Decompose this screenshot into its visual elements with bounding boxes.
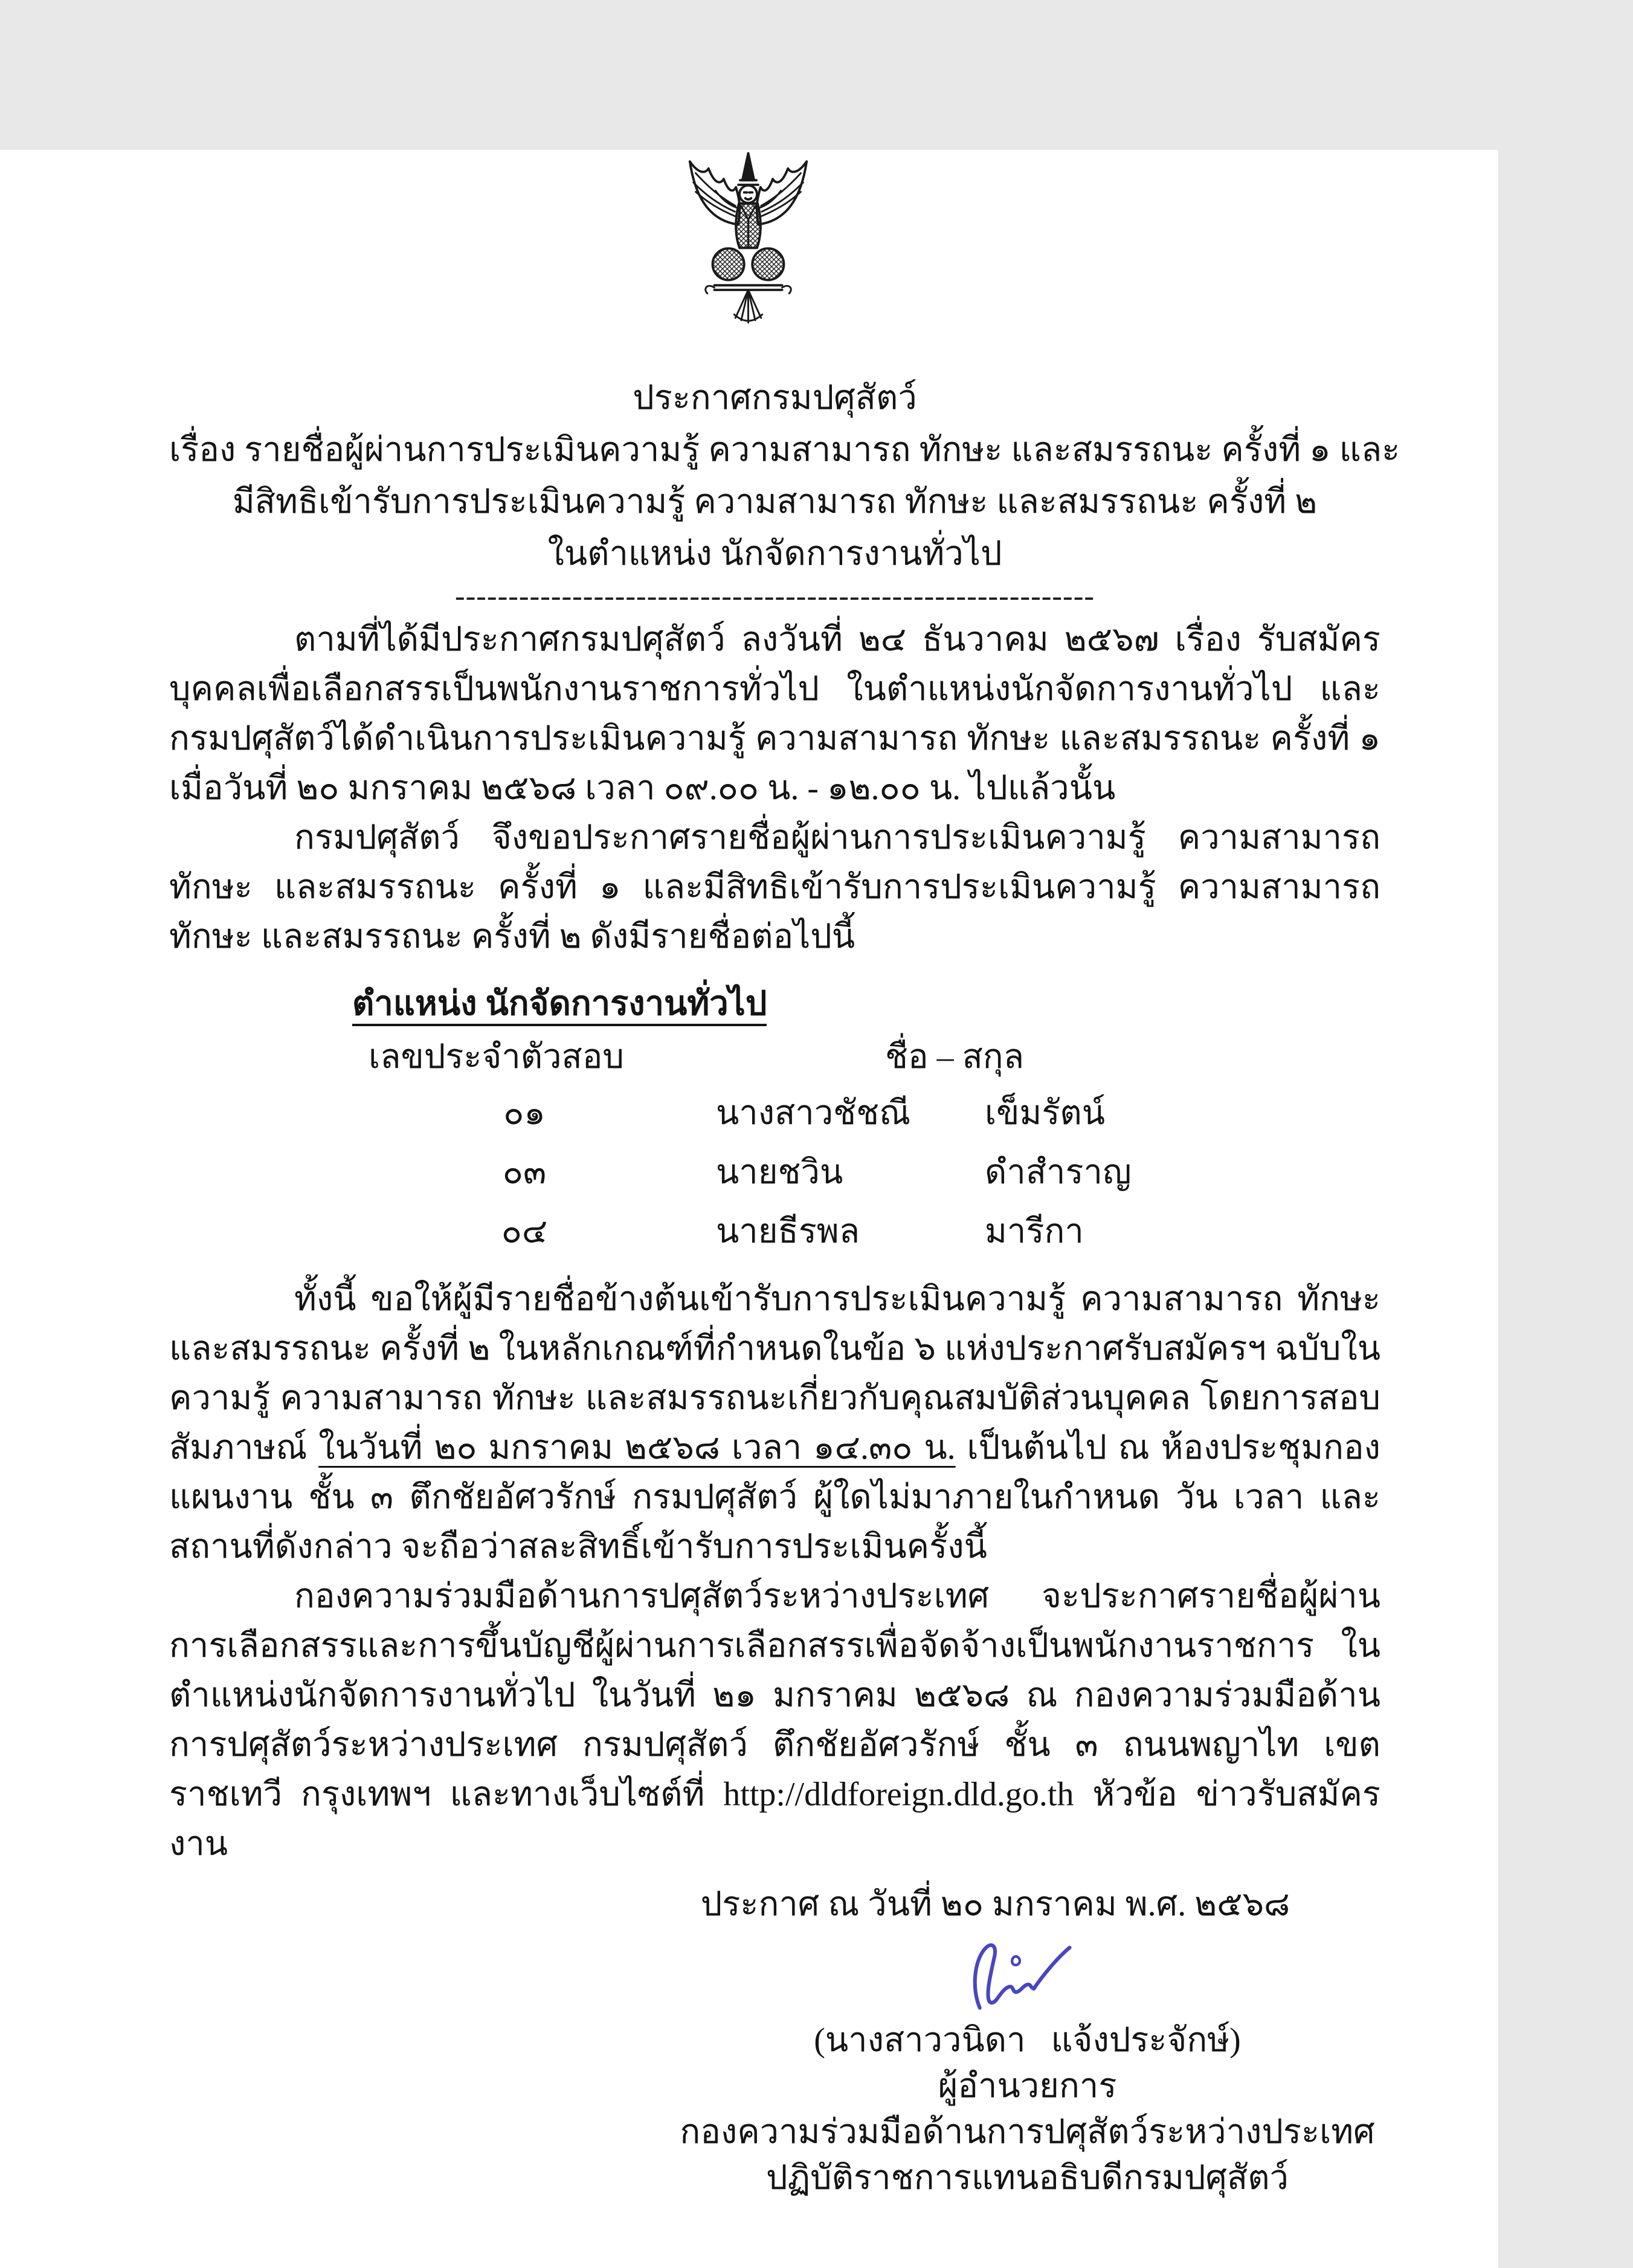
table-row — [169, 1084, 1380, 1143]
candidate-last-name: เข็มรัตน์ — [985, 1094, 1106, 1132]
exam-number: ๐๔ — [501, 1213, 548, 1250]
emblem-container — [143, 150, 1354, 325]
subject-line-2: มีสิทธิเข้ารับการประเมินความรู้ ความสามารถ ทักษะ และสมรรถนะ ครั้งที่ ๒ — [232, 483, 1318, 521]
signer-name: (นางสาววนิดา แจ้งประจักษ์) — [814, 2022, 1241, 2059]
announcement-document-page — [0, 150, 1498, 2268]
signer-title-division: กองความร่วมมือด้านการปศุสัตว์ระหว่างประเทศ — [680, 2113, 1375, 2151]
dashed-divider: ------------------------------------------------------------ — [454, 579, 1095, 612]
candidate-last-name: มารีกา — [985, 1213, 1084, 1250]
exam-number: ๐๓ — [502, 1154, 547, 1191]
signature-ink-container — [422, 1933, 1633, 2017]
paragraph-interview-instructions — [169, 1274, 1380, 1572]
column-header-name: ชื่อ – สกุล — [884, 1038, 1025, 1076]
handwritten-signature-icon — [962, 1933, 1092, 2017]
position-heading-text: ตำแหน่ง นักจัดการงานทั่วไป — [352, 985, 767, 1026]
exam-number: ๐๑ — [503, 1094, 546, 1132]
document-heading — [169, 372, 1400, 580]
interview-datetime-underlined: ในวันที่ ๒๐ มกราคม ๒๕๖๘ เวลา ๑๔.๓๐ น. — [318, 1429, 956, 1466]
paragraph-final-results: กองความร่วมมือด้านการปศุสัตว์ระหว่างประเทศ จะประกาศรายชื่อผู้ผ่านการเลือกสรรและการขึ้นบัญชีผู้ผ่านการเลือกสรรเพื่อจัดจ้างเป็นพนักงานราชการ ในตำแหน่งนักจัดการงานทั่วไป ในวันที่ ๒๑ มกราคม ๒๕๖๘ ณ กองความร่วมมือด้านการปศุสัตว์ระหว่างประเทศ กรมปศุสัตว์ ตึกชัยอัศวรักษ์ ชั้น ๓ ถนนพญาไท เขตราชเทวี กรุงเทพฯ และทางเว็บไซต์ที่ http://dldforeign.dld.go.th หัวข้อ ข่าวรับสมัครงาน — [169, 1578, 1380, 1863]
paragraph-announcement: กรมปศุสัตว์ จึงขอประกาศรายชื่อผู้ผ่านการประเมินความรู้ ความสามารถ ทักษะ และสมรรถนะ ครั้งที่ ๑ และมีสิทธิเข้ารับการประเมินความรู้ ความสามารถ ทักษะ และสมรรถนะ ครั้งที่ ๒ ดังมีรายชื่อต่อไปนี้ — [169, 819, 1380, 956]
paragraph-3-before: ทั้งนี้ ขอให้ผู้มีรายชื่อข้างต้นเข้ารับการประเมินความรู้ ความสามารถ ทักษะ และสมรรถนะ ครั้งที่ ๒ ในหลักเกณฑ์ที่กำหนดในข้อ ๖ แห่งประกาศรับสมัครฯ ฉบับในความรู้ ความสามารถ ทักษะ และสมรรถนะเกี่ยวกับคุณสมบัติส่วนบุคคล โดยการสอบสัมภาษณ์ — [169, 1280, 1380, 1466]
subject-line-1: เรื่อง รายชื่อผู้ผ่านการประเมินความรู้ ความสามารถ ทักษะ และสมรรถนะ ครั้งที่ ๑ และ — [169, 431, 1400, 469]
signer-title-acting-for: ปฏิบัติราชการแทนอธิบดีกรมปศุสัตว์ — [765, 2159, 1289, 2197]
candidate-first-name: นางสาวชัชณี — [716, 1094, 911, 1132]
column-header-exam-id: เลขประจำตัวสอบ — [369, 1038, 624, 1076]
result-table — [169, 1030, 1380, 1261]
announce-date-line: ประกาศ ณ วันที่ ๒๐ มกราคม พ.ศ. ๒๕๖๘ — [700, 1886, 1290, 1923]
signer-title-director: ผู้อำนวยการ — [938, 2067, 1117, 2105]
signature-block — [422, 1933, 1633, 2201]
candidate-last-name: ดำสำราญ — [985, 1154, 1132, 1191]
subject-line-3: ในตำแหน่ง นักจัดการงานทั่วไป — [547, 535, 1002, 573]
candidate-first-name: นายธีรพล — [716, 1213, 860, 1250]
candidate-first-name: นายชวิน — [716, 1154, 843, 1191]
table-row — [169, 1202, 1380, 1261]
page-title: ประกาศกรมปศุสัตว์ — [633, 379, 917, 417]
paragraph-opening: ตามที่ได้มีประกาศกรมปศุสัตว์ ลงวันที่ ๒๔ ธันวาคม ๒๕๖๗ เรื่อง รับสมัครบุคคลเพื่อเลือกสรรเป็นพนักงานราชการทั่วไป ในตำแหน่งนักจัดการงานทั่วไป และกรมปศุสัตว์ได้ดำเนินการประเมินความรู้ ความสามารถ ทักษะ และสมรรถนะ ครั้งที่ ๑ เมื่อวันที่ ๒๐ มกราคม ๒๕๖๘ เวลา ๐๙.๐๐ น. - ๑๒.๐๐ น. ไปแล้วนั้น — [169, 621, 1380, 807]
table-header-row — [169, 1030, 1380, 1084]
garuda-emblem-icon — [677, 150, 819, 325]
position-heading — [352, 977, 1380, 1030]
paragraph-3-after: เป็นต้นไป ณ ห้องประชุมกองแผนงาน ชั้น ๓ ตึกชัยอัศวรักษ์ กรมปศุสัตว์ ผู้ใดไม่มาภายในกำหนด วัน เวลา และสถานที่ดังกล่าว จะถือว่าสละสิทธิ์เข้ารับการประเมินครั้งนี้ — [169, 1429, 1380, 1566]
table-row — [169, 1143, 1380, 1202]
